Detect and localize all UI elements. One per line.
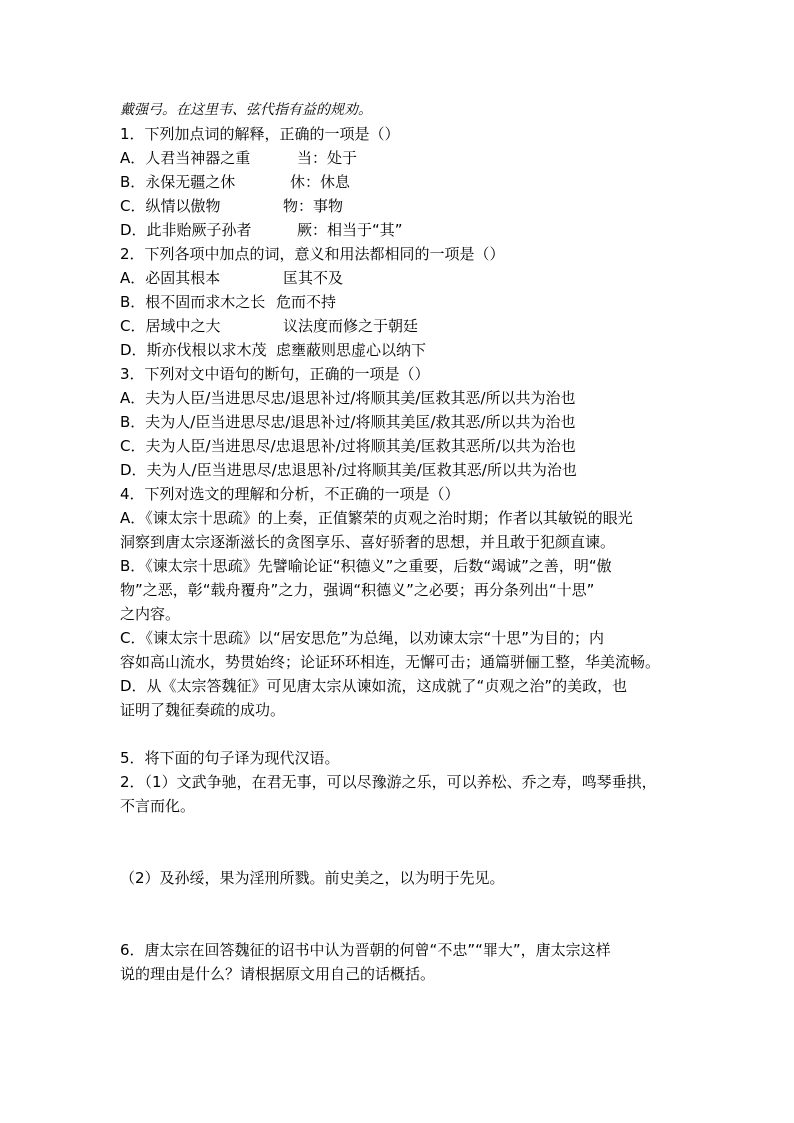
q1-option-d-text: D．此非贻厥子孙者 [120, 221, 252, 239]
q1-option-a-text: A．人君当神器之重 [120, 149, 251, 167]
q2-option-d-left: D．斯亦伐根以求木茂 [120, 341, 267, 359]
q5-item1-line: 不言而化。 [120, 797, 196, 815]
q1-option-a-gloss: 当：处于 [297, 149, 358, 167]
q1-stem: 1．下列加点词的解释，正确的一项是（） [120, 125, 400, 143]
q2-option-a-right: 匡其不及 [283, 269, 344, 287]
q4-option-line: 物”之恶，彰“载舟覆舟”之力，强调“积德义”之必要；再分条列出“十思” [120, 581, 595, 599]
intro-note: 戴强弓。在这里韦、弦代指有益的规劝。 [120, 102, 372, 118]
q2-option-a-left: A．必固其根本 [120, 269, 221, 287]
q3-option-d: D．夫为人/臣当进思尽/忠退思补/过将顺其美/匡救其恶/所以共为治也 [120, 461, 577, 479]
q2-option-d-right: 虑壅蔽则思虚心以纳下 [276, 341, 427, 359]
q4-option-line: B．《谏太宗十思疏》先譬喻论证“积德义”之重要，后数“竭诚”之善，明“傲 [120, 557, 612, 575]
q5-item1-line: 2．（1）文武争驰，在君无事，可以尽豫游之乐，可以养松、乔之寿，鸣琴垂拱， [120, 773, 657, 791]
q4-stem: 4．下列对选文的理解和分析，不正确的一项是（） [120, 485, 460, 503]
q4-option-line: 之内容。 [120, 605, 181, 623]
q4-option-line: C．《谏太宗十思疏》以“居安思危”为总绳，以劝谏太宗“十思”为目的；内 [120, 629, 605, 647]
q3-option-a: A．夫为人臣/当进思尽忠/退思补过/将顺其美/匡救其恶/所以共为治也 [120, 389, 576, 407]
q1-option-c-text: C．纵情以傲物 [120, 197, 221, 215]
q5-item2: （2）及孙绥，果为淫刑所戮。前史美之，以为明于先见。 [120, 869, 505, 887]
q2-option-b-left: B．根不固而求木之长 [120, 293, 266, 311]
q4-option-line: A．《谏太宗十思疏》的上奏，正值繁荣的贞观之治时期；作者以其敏锐的眼光 [120, 509, 633, 527]
q1-option-d-gloss: 厥：相当于“其” [297, 221, 403, 239]
q3-option-b: B．夫为人/臣当进思尽忠/退思补过/将顺其美匡/救其恶/所以共为治也 [120, 413, 576, 431]
q1-option-c-gloss: 物：事物 [283, 197, 344, 215]
q5-stem: 5．将下面的句子译为现代汉语。 [120, 749, 340, 767]
q1-option-a [120, 148, 250, 168]
q4-option-line: 洞察到唐太宗逐渐滋长的贪图享乐、喜好骄奢的思想，并且敢于犯颜直谏。 [120, 533, 616, 551]
q2-option-c-right: 议法度而修之于朝廷 [283, 317, 419, 335]
q2-stem: 2．下列各项中加点的词，意义和用法都相同的一项是（） [120, 245, 505, 263]
q2-option-c-left: C．居域中之大 [120, 317, 221, 335]
q4-option-line: 容如高山流水，势贯始终；论证环环相连，无懈可击；通篇骈俪工整，华美流畅。 [120, 653, 661, 671]
q3-stem: 3．下列对文中语句的断句，正确的一项是（） [120, 365, 430, 383]
q1-option-b-gloss: 休：休息 [290, 173, 351, 191]
q6-line: 说的理由是什么？请根据原文用自己的话概括。 [120, 965, 436, 983]
q3-option-c: C．夫为人臣/当进思尽/忠退思补/过将顺其美/匡救其恶所/以共为治也 [120, 437, 576, 455]
q4-option-line: 证明了魏征奏疏的成功。 [120, 701, 286, 719]
q1-option-b-text: B．永保无疆之休 [120, 173, 236, 191]
q6-line: 6．唐太宗在回答魏征的诏书中认为晋朝的何曾“不忠”“罪大”，唐太宗这样 [120, 941, 611, 959]
q2-option-b-right: 危而不持 [276, 293, 337, 311]
q4-option-line: D．从《太宗答魏征》可见唐太宗从谏如流，这成就了“贞观之治”的美政，也 [120, 677, 628, 695]
